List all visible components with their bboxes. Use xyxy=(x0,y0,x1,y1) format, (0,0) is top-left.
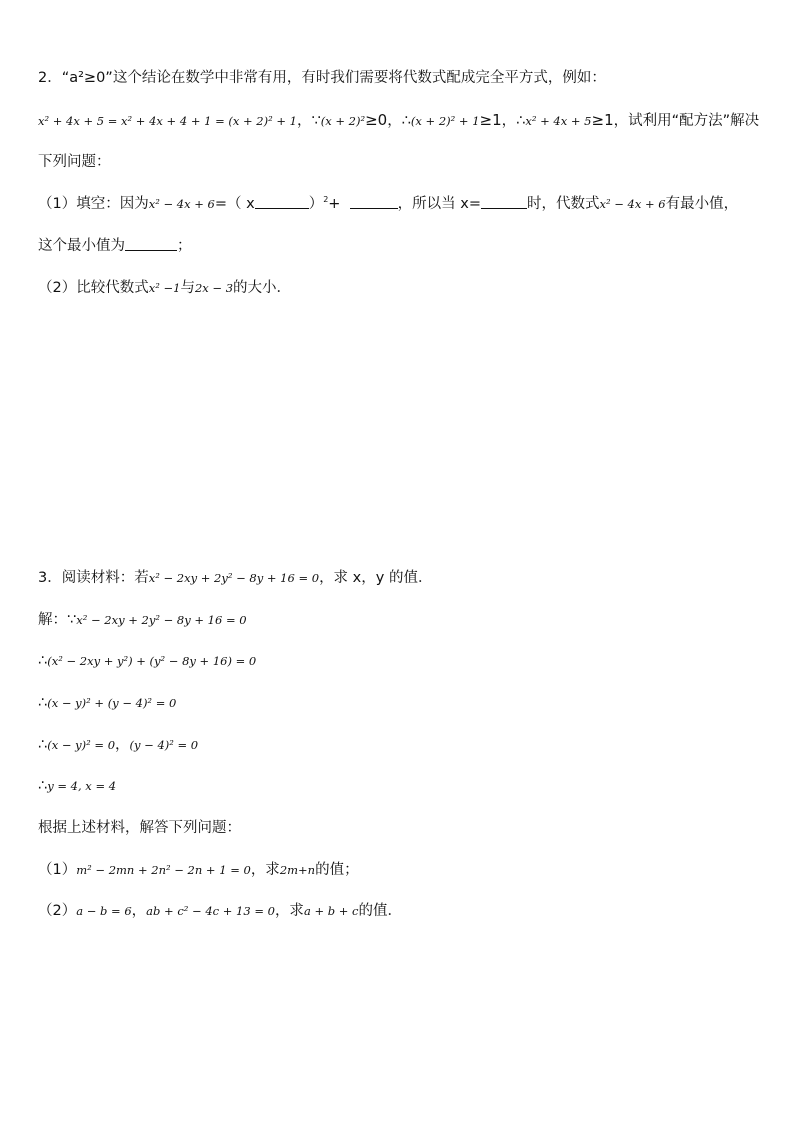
q3-p2-expr2: ab + c² − 4c + 13 = 0 xyxy=(146,904,275,918)
q3-solution-line5 xyxy=(38,776,116,796)
q3-sol4-sep: ， xyxy=(115,737,130,753)
q2-p2-label: （2）比较代数式 xyxy=(38,280,149,296)
q2-p1-when: ，所以当 x= xyxy=(397,196,481,212)
q3-p2-sep: ， xyxy=(131,903,147,919)
q2-example-math2: (x + 2)² xyxy=(320,114,366,128)
q3-sol1: x² − 2xy + 2y² − 8y + 16 = 0 xyxy=(76,613,247,627)
q3-sol-label: 解：∵ xyxy=(38,612,77,628)
q2-p2-and: 与 xyxy=(180,280,195,296)
q3-solution-line2 xyxy=(38,651,256,671)
q2-p1-plus: + xyxy=(328,196,341,212)
q3-intro-label: 3．阅读材料：若 xyxy=(38,570,149,586)
q3-p2-expr3: a + b + c xyxy=(303,904,359,918)
q2-p1-blank3[interactable] xyxy=(481,194,527,209)
q3-therefore-2: ∴ xyxy=(38,695,48,711)
q2-geq1: ≥1 xyxy=(479,111,502,129)
q2-p1-minvalue-label: 这个最小值为 xyxy=(38,238,125,254)
q2-p1-expr2: x² − 4x + 6 xyxy=(599,197,666,211)
q3-solution-line1 xyxy=(38,610,247,630)
q3-sol4b: (y − 4)² = 0 xyxy=(129,738,199,752)
q2-p1-blank4[interactable] xyxy=(125,236,177,251)
q2-p1-min: 有最小值， xyxy=(665,196,739,212)
q2-sep1: ，∵ xyxy=(296,113,321,129)
q3-therefore-4: ∴ xyxy=(38,778,48,794)
q3-p2-value: 的值． xyxy=(358,903,402,919)
q3-sol5: y = 4, x = 4 xyxy=(47,779,117,793)
q2-p2-expr1: x² −1 xyxy=(148,281,181,295)
q2-p1-semicolon: ； xyxy=(177,238,192,254)
q2-example-math1: x² + 4x + 5 = x² + 4x + 4 + 1 = (x + 2)² + 1 xyxy=(38,114,297,128)
q2-p1-label: （1）填空：因为 xyxy=(38,196,149,212)
q2-part2-line xyxy=(38,278,291,298)
q2-p2-size: 的大小． xyxy=(233,280,292,296)
q2-example-line xyxy=(38,110,759,131)
q3-sol3: (x − y)² + (y − 4)² = 0 xyxy=(47,696,177,710)
q3-p1-expr: m² − 2mn + 2n² − 2n + 1 = 0 xyxy=(76,863,251,877)
q2-p1-time: 时，代数式 xyxy=(527,196,600,212)
q3-p1-expr2: 2m+n xyxy=(279,863,316,877)
q3-sol4a: (x − y)² = 0 xyxy=(47,738,116,752)
q2-geq0: ≥0 xyxy=(365,111,388,129)
q2-p1-close: ） xyxy=(308,196,324,212)
q2-sep2: ，∴ xyxy=(387,113,411,129)
q3-intro-ask: ，求 x，y 的值． xyxy=(319,570,433,586)
q2-intro: 2．“a²≥0”这个结论在数学中非常有用，有时我们需要将代数式配成完全平方式，例如： xyxy=(38,70,606,86)
q3-part1-line xyxy=(38,860,359,880)
q2-part1-line2 xyxy=(38,236,192,256)
q3-solution-line3 xyxy=(38,693,176,713)
q2-geq1b: ≥1 xyxy=(591,111,614,129)
q3-p2-label: （2） xyxy=(38,903,77,919)
q2-p1-expr: x² − 4x + 6 xyxy=(148,197,215,211)
q2-part1-line xyxy=(38,194,738,214)
q3-solution-line4 xyxy=(38,735,198,755)
q3-p2-expr1: a − b = 6 xyxy=(76,904,132,918)
q3-prompt: 根据上述材料，解答下列问题： xyxy=(38,820,241,836)
q3-p2-ask: ，求 xyxy=(274,903,304,919)
q3-p1-value: 的值； xyxy=(315,862,359,878)
q2-p1-blank1[interactable] xyxy=(255,194,309,209)
q3-part2-line xyxy=(38,901,402,921)
q2-p2-expr2: 2x − 3 xyxy=(194,281,234,295)
q3-intro-expr: x² − 2xy + 2y² − 8y + 16 = 0 xyxy=(148,571,320,585)
q3-p1-ask: ，求 xyxy=(250,862,280,878)
q2-tail: ，试利用“配方法”解决 xyxy=(613,113,760,129)
q2-sep3: ，∴ xyxy=(501,113,526,129)
q2-p1-blank2[interactable] xyxy=(350,194,398,209)
q3-therefore-1: ∴ xyxy=(38,653,48,669)
q2-example-math4: x² + 4x + 5 xyxy=(525,114,592,128)
q2-example-math3: (x + 2)² + 1 xyxy=(410,114,480,128)
q3-therefore-3: ∴ xyxy=(38,737,48,753)
q2-p1-open: =（ x xyxy=(214,196,255,212)
q2-tail2: 下列问题： xyxy=(38,154,111,170)
q3-intro-line xyxy=(38,568,432,588)
q3-sol2: (x² − 2xy + y²) + (y² − 8y + 16) = 0 xyxy=(47,654,257,668)
q3-p1-label: （1） xyxy=(38,862,77,878)
q2-p1-square: 2 xyxy=(323,195,329,204)
